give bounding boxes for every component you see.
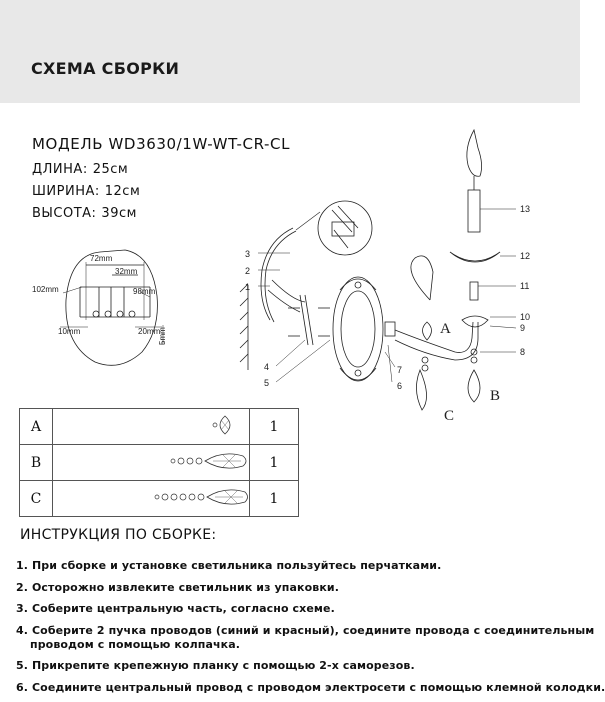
dim-label: 32mm	[115, 267, 138, 276]
dim-label: 5mm	[158, 327, 167, 345]
callout-number: 4	[264, 362, 270, 372]
drip-bowl	[450, 252, 500, 262]
table-row	[20, 445, 299, 481]
callout-letter-a: A	[440, 321, 451, 337]
instructions-title: ИНСТРУКЦИЯ ПО СБОРКЕ:	[20, 527, 217, 543]
crystal-a	[423, 322, 432, 340]
step-number: 4.	[16, 623, 29, 637]
list-item	[16, 659, 578, 673]
step-text-continued: проводом с помощью колпачка.	[30, 637, 241, 651]
table-row	[20, 409, 299, 445]
callout-number: 2	[245, 266, 251, 276]
callout-number: 12	[520, 251, 531, 261]
lamp-arm	[395, 322, 473, 352]
dim-label: 102mm	[32, 285, 59, 294]
callout-number: 3	[245, 249, 251, 259]
step-number: 6.	[16, 680, 29, 694]
spec-value: 39см	[101, 206, 137, 221]
crystal-c	[416, 370, 426, 410]
callout-number: 9	[520, 323, 526, 333]
candle-bulb	[467, 130, 482, 176]
list-item	[16, 602, 578, 616]
callout-number: 13	[520, 204, 531, 214]
assembly-diagram	[0, 120, 580, 424]
callout-number: 5	[264, 378, 270, 388]
spec-value: 25см	[92, 162, 129, 177]
step-text: Прикрепите крепежную планку с помощью 2-х саморезов.	[31, 659, 415, 672]
part-letter: A	[20, 409, 53, 445]
wall-plate	[333, 277, 383, 381]
step-text: Осторожно извлеките светильник из упаковки.	[31, 580, 339, 594]
dim-label: 72mm	[90, 254, 113, 263]
parts-table	[19, 408, 299, 517]
spec-label: ВЫСОТА:	[32, 206, 97, 221]
step-number: 2.	[16, 580, 29, 594]
callout-number: 6	[397, 381, 403, 391]
list-item	[16, 559, 578, 573]
step-text: Соберите центральную часть, согласно схеме.	[31, 602, 335, 615]
callout-number: 7	[397, 365, 403, 375]
dim-label: 10mm	[58, 327, 81, 336]
step-number: 3.	[16, 602, 29, 615]
callout-letter-c: C	[444, 408, 455, 424]
callout-number: 1	[245, 282, 251, 292]
crystal-b	[468, 370, 480, 402]
part-qty: 1	[250, 409, 299, 445]
list-item	[16, 623, 595, 652]
model-label: МОДЕЛЬ	[32, 135, 104, 153]
part-letter: C	[20, 481, 53, 517]
step-text: При сборке и установке светильника пользуйтесь перчатками.	[31, 559, 442, 572]
list-item	[16, 680, 605, 695]
part-image	[53, 409, 250, 445]
instructions-list	[16, 559, 605, 702]
spec-label: ШИРИНА:	[32, 184, 100, 199]
table-row	[20, 481, 299, 517]
part-qty: 1	[250, 445, 299, 481]
list-item	[16, 581, 578, 595]
header-bar	[0, 0, 580, 103]
crystal-a-icon	[53, 410, 249, 440]
part-image	[53, 481, 250, 517]
model-code: WD3630/1W-WT-CR-CL	[108, 135, 291, 153]
crystal-c-icon	[53, 482, 249, 512]
part-image	[53, 445, 250, 481]
callout-number: 8	[520, 347, 526, 357]
spec-label: ДЛИНА:	[32, 162, 88, 177]
page-title: СХЕМА СБОРКИ	[31, 59, 180, 78]
callout-number: 11	[520, 281, 530, 291]
step-text: Соберите 2 пучка проводов (синий и красный), соедините провода с соединительным	[31, 623, 595, 637]
part-letter: B	[20, 445, 53, 481]
dim-label: 98mm	[133, 287, 156, 296]
step-number: 5.	[16, 659, 29, 672]
callout-letter-b: B	[490, 388, 501, 404]
step-text: Соедините центральный провод с проводом электросети с помощью клемной колодки.	[31, 680, 605, 694]
spec-value: 12см	[104, 184, 141, 199]
callout-number: 10	[520, 312, 531, 322]
step-number: 1.	[16, 559, 29, 572]
part-qty: 1	[250, 481, 299, 517]
crystal-b-icon	[53, 446, 249, 476]
dim-label: 20mm	[138, 327, 161, 336]
